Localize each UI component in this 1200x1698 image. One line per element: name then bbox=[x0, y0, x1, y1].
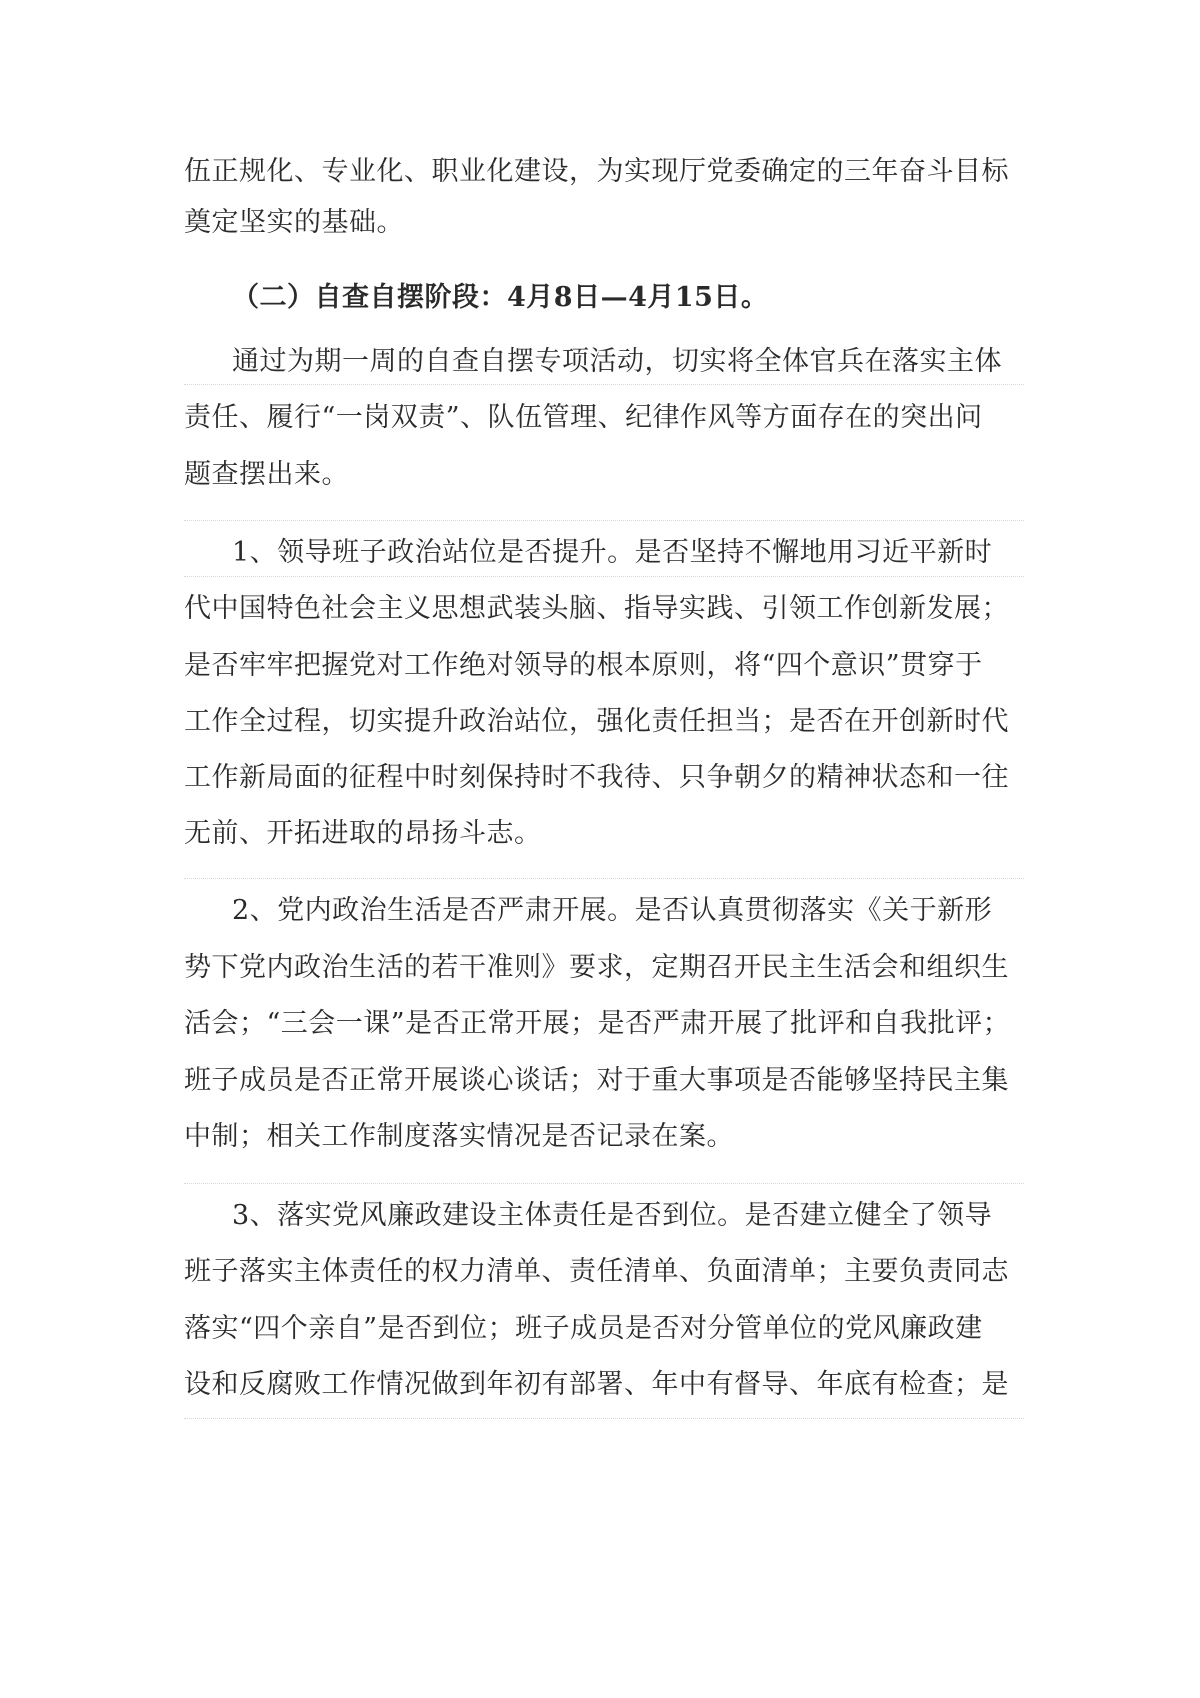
paragraph-line: 3、落实党风廉政建设主体责任是否到位。是否建立健全了领导 bbox=[232, 1200, 993, 1231]
section-heading: （二）自查自摆阶段：4月8日—4月15日。 bbox=[232, 282, 769, 313]
dotted-rule bbox=[184, 576, 1024, 577]
paragraph-line: 奠定坚实的基础。 bbox=[184, 207, 404, 238]
paragraph-line: 题查摆出来。 bbox=[184, 459, 349, 490]
paragraph-line: 1、领导班子政治站位是否提升。是否坚持不懈地用习近平新时 bbox=[232, 537, 993, 568]
paragraph-line: 落实“四个亲自”是否到位；班子成员是否对分管单位的党风廉政建 bbox=[184, 1313, 983, 1344]
paragraph-line: 工作新局面的征程中时刻保持时不我待、只争朝夕的精神状态和一往 bbox=[184, 762, 1009, 793]
paragraph-line: 责任、履行“一岗双责”、队伍管理、纪律作风等方面存在的突出问 bbox=[184, 402, 983, 433]
paragraph-line: 设和反腐败工作情况做到年初有部署、年中有督导、年底有检查；是 bbox=[184, 1369, 1009, 1400]
paragraph-line: 工作全过程，切实提升政治站位，强化责任担当；是否在开创新时代 bbox=[184, 706, 1009, 737]
dotted-rule bbox=[184, 878, 1024, 879]
dotted-rule bbox=[184, 1183, 1024, 1184]
paragraph-line: 2、党内政治生活是否严肃开展。是否认真贯彻落实《关于新形 bbox=[232, 895, 993, 926]
paragraph-line: 代中国特色社会主义思想武装头脑、指导实践、引领工作创新发展； bbox=[184, 593, 1009, 624]
paragraph-line: 无前、开拓进取的昂扬斗志。 bbox=[184, 818, 542, 849]
dotted-rule bbox=[184, 520, 1024, 521]
paragraph-line: 中制；相关工作制度落实情况是否记录在案。 bbox=[184, 1121, 734, 1152]
paragraph-line: 通过为期一周的自查自摆专项活动，切实将全体官兵在落实主体 bbox=[232, 346, 1002, 377]
dotted-rule bbox=[184, 1418, 1024, 1419]
paragraph-line: 是否牢牢把握党对工作绝对领导的根本原则，将“四个意识”贯穿于 bbox=[184, 650, 983, 681]
paragraph-line: 势下党内政治生活的若干准则》要求，定期召开民主生活会和组织生 bbox=[184, 952, 1009, 983]
paragraph-line: 伍正规化、专业化、职业化建设，为实现厅党委确定的三年奋斗目标 bbox=[184, 156, 1009, 187]
paragraph-line: 活会；“三会一课”是否正常开展；是否严肃开展了批评和自我批评； bbox=[184, 1008, 1011, 1039]
dotted-rule bbox=[184, 384, 1024, 385]
paragraph-line: 班子成员是否正常开展谈心谈话；对于重大事项是否能够坚持民主集 bbox=[184, 1065, 1009, 1096]
paragraph-line: 班子落实主体责任的权力清单、责任清单、负面清单；主要负责同志 bbox=[184, 1256, 1009, 1287]
